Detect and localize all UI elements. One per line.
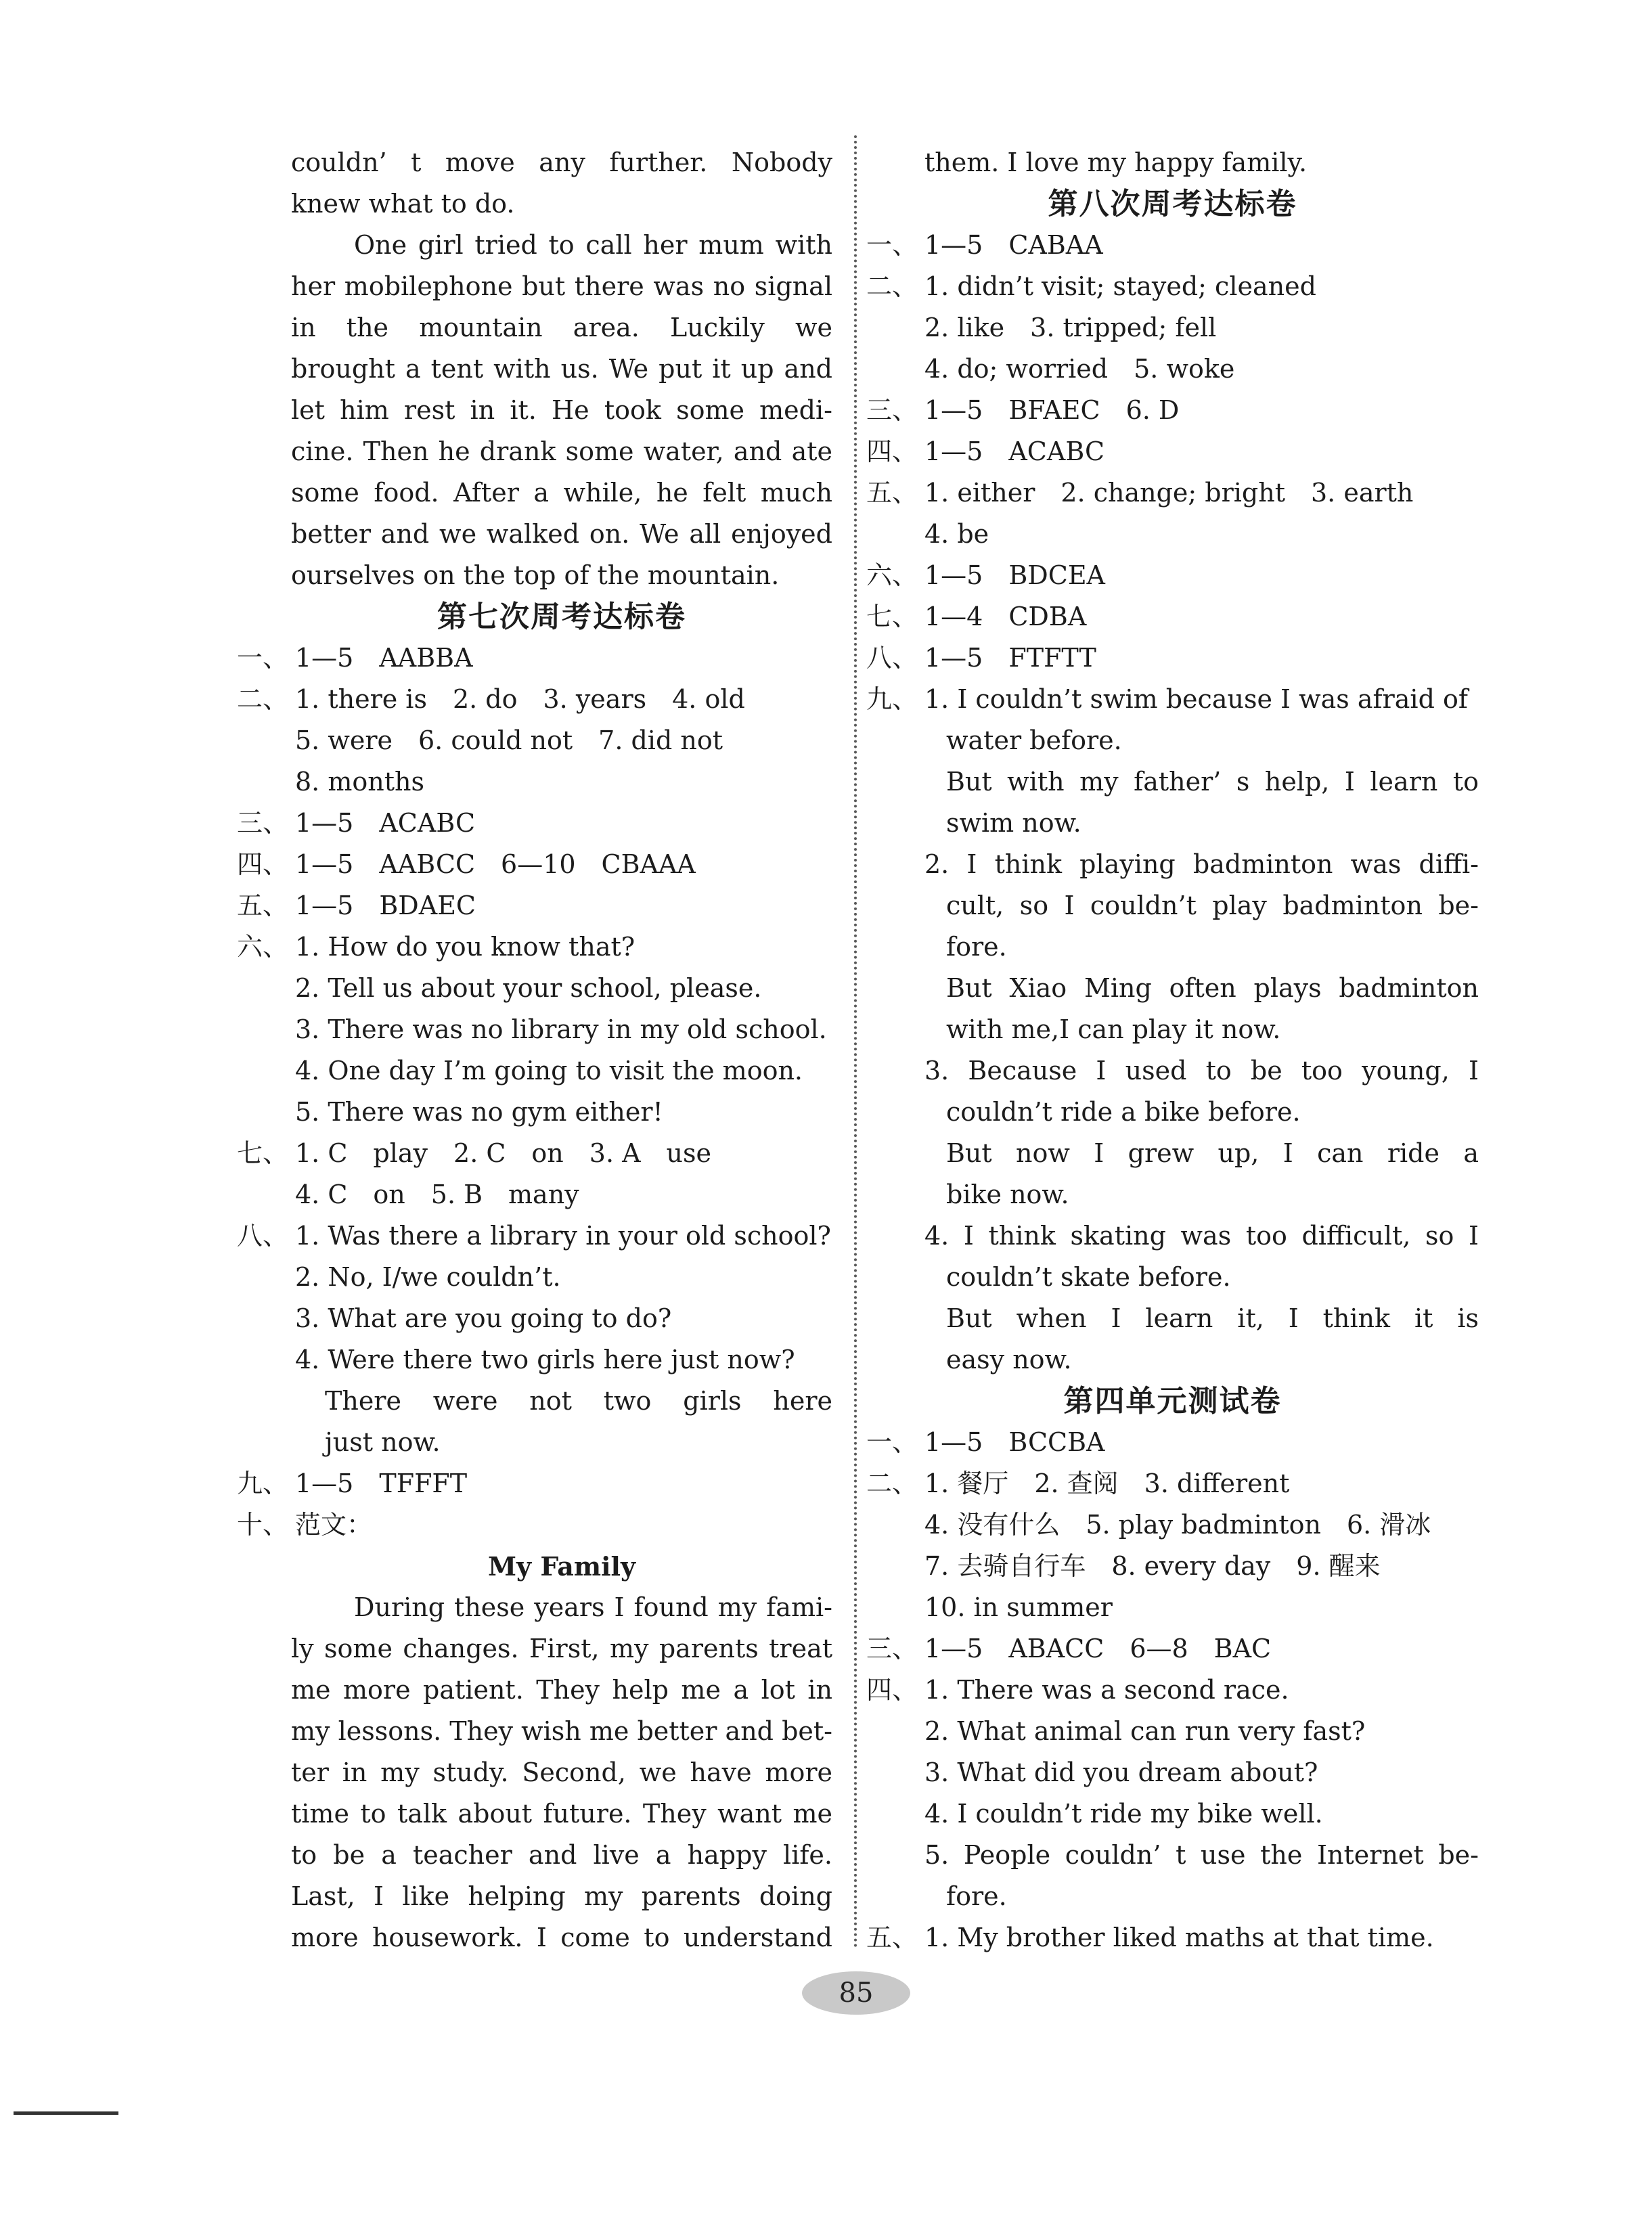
answer-row [237, 1463, 832, 1504]
section-number: 五、 [866, 1923, 918, 1952]
story-line: couldn’ t move any further. Nobody [291, 148, 832, 177]
section-number: 一、 [866, 1427, 918, 1457]
unit4-title: 第四单元测试卷 [1063, 1384, 1282, 1418]
answer-text: water before. [946, 725, 1122, 755]
answer-text: 1—5 ABACC 6—8 BAC [924, 1634, 1272, 1663]
section-number: 二、 [866, 1469, 918, 1498]
answer-text: 范文： [295, 1510, 373, 1540]
answer-text: 2. Tell us about your school, please. [295, 973, 762, 1003]
answer-text: swim now. [946, 808, 1081, 838]
answer-text: 1. there is 2. do 3. years 4. old [295, 684, 745, 714]
answer-row [866, 1917, 1479, 1959]
column-divider [854, 135, 857, 1949]
answer-text: couldn’t ride a bike before. [946, 1097, 1301, 1127]
essay-line: During these years I found my fami- [354, 1592, 832, 1622]
answer-row [237, 637, 832, 679]
answer-row [866, 596, 1479, 637]
answer-row [866, 390, 1479, 431]
answer-text: 1—5 BCCBA [924, 1427, 1105, 1457]
essay-line: ly some changes. First, my parents treat [291, 1634, 832, 1663]
answer-text: 1. There was a second race. [924, 1675, 1289, 1705]
answer-text: couldn’t skate before. [946, 1262, 1231, 1292]
answer-text: 1—5 BDAEC [295, 891, 476, 920]
answer-text: 1—5 AABCC 6—10 CBAAA [295, 849, 696, 879]
answer-text: 5. People couldn’ t use the Internet be- [924, 1840, 1479, 1870]
answer-text: 5. There was no gym either! [295, 1097, 663, 1127]
answer-text: with me,I can play it now. [946, 1014, 1281, 1044]
answer-text: 2. I think playing badminton was diffi- [924, 849, 1479, 879]
section-number: 四、 [866, 437, 918, 466]
section-number: 六、 [866, 560, 918, 590]
answer-text: 1. How do you know that? [295, 932, 635, 962]
answer-text: fore. [946, 1881, 1007, 1911]
answer-text: 2. No, I/we couldn’t. [295, 1262, 561, 1292]
answer-text: 3. There was no library in my old school. [295, 1014, 827, 1044]
essay-line: Last, I like helping my parents doing [291, 1881, 832, 1911]
story-line: ourselves on the top of the mountain. [291, 560, 780, 590]
answer-row [866, 1670, 1479, 1711]
answer-text: 4. I think skating was too difficult, so I [924, 1221, 1479, 1251]
answer-row [866, 1463, 1479, 1504]
answer-text: 4. I couldn’t ride my bike well. [924, 1799, 1323, 1829]
section-number: 三、 [237, 808, 289, 838]
essay-line: my lessons. They wish me better and bet- [291, 1716, 832, 1746]
essay-line: to be a teacher and live a happy life. [291, 1840, 832, 1870]
answer-text: But Xiao Ming often plays badminton [946, 973, 1479, 1003]
answer-row [237, 1215, 832, 1257]
answer-row [866, 637, 1479, 679]
answer-text: just now. [325, 1427, 441, 1457]
section-number: 七、 [237, 1138, 289, 1168]
answer-text: 1—5 CABAA [924, 230, 1103, 260]
answer-row [866, 1628, 1479, 1670]
answer-text: 1. 餐厅 2. 查阅 3. different [924, 1469, 1290, 1498]
answer-text: 4. 没有什么 5. play badminton 6. 滑冰 [924, 1510, 1431, 1540]
answer-row [237, 679, 832, 720]
answer-text: easy now. [946, 1345, 1072, 1374]
answer-text: 2. What animal can run very fast? [924, 1716, 1366, 1746]
corner-rule [14, 2111, 118, 2115]
section-number: 一、 [866, 230, 918, 260]
answer-text: cult, so I couldn’t play badminton be- [946, 891, 1479, 920]
story-line: let him rest in it. He took some medi- [291, 395, 832, 425]
answer-text: 3. What are you going to do? [295, 1303, 672, 1333]
answer-text: 4. be [924, 519, 989, 549]
test8-title: 第八次周考达标卷 [1048, 187, 1297, 221]
answer-text: 7. 去骑自行车 8. every day 9. 醒来 [924, 1551, 1381, 1581]
answer-row [237, 803, 832, 844]
section-number: 九、 [237, 1469, 289, 1498]
section-number: 八、 [866, 643, 918, 673]
answer-text: But now I grew up, I can ride a [946, 1138, 1479, 1168]
essay-title: My Family [487, 1551, 636, 1582]
section-number: 八、 [237, 1221, 289, 1251]
answer-row [237, 1504, 832, 1546]
section-number: 七、 [866, 602, 918, 631]
answer-text: 4. Were there two girls here just now? [295, 1345, 795, 1374]
essay-line: them. I love my happy family. [924, 148, 1308, 177]
answer-row [866, 431, 1479, 472]
answer-row [237, 844, 832, 885]
answer-text: 1. Was there a library in your old school? [295, 1221, 831, 1251]
left-column [237, 142, 832, 1959]
answer-row [866, 225, 1479, 266]
answer-text: 1. I couldn’t swim because I was afraid of [924, 684, 1468, 714]
answer-text: 5. were 6. could not 7. did not [295, 725, 723, 755]
answer-text: But with my father’ s help, I learn to [946, 767, 1479, 797]
answer-text: 1—5 ACABC [924, 437, 1105, 466]
answer-row [866, 679, 1479, 720]
story-line: better and we walked on. We all enjoyed [291, 519, 832, 549]
answer-text: 1. C play 2. C on 3. A use [295, 1138, 712, 1168]
section-number: 四、 [237, 849, 289, 879]
story-line: knew what to do. [291, 189, 515, 219]
answer-text: fore. [946, 932, 1007, 962]
answer-text: 1—5 BDCEA [924, 560, 1106, 590]
answer-row [866, 555, 1479, 596]
section-number: 十、 [237, 1510, 289, 1540]
section-number: 二、 [237, 684, 289, 714]
answer-text: 4. C on 5. B many [295, 1180, 579, 1209]
answer-row [866, 472, 1479, 514]
answer-row [237, 1133, 832, 1174]
right-column [866, 142, 1479, 1959]
answer-text: 1. didn’t visit; stayed; cleaned [924, 271, 1316, 301]
answer-text: 1—4 CDBA [924, 602, 1087, 631]
section-number: 九、 [866, 684, 918, 714]
story-line: in the mountain area. Luckily we [291, 313, 832, 342]
story-line: some food. After a while, he felt much [291, 478, 832, 508]
answer-text: 1—5 ACABC [295, 808, 476, 838]
answer-text: 2. like 3. tripped; fell [924, 313, 1217, 342]
story-line: cine. Then he drank some water, and ate [291, 437, 832, 466]
answer-text: There were not two girls here [325, 1386, 832, 1416]
test7-title: 第七次周考达标卷 [437, 600, 686, 634]
story-line: brought a tent with us. We put it up and [291, 354, 832, 384]
essay-line: ter in my study. Second, we have more [291, 1758, 832, 1787]
section-number: 三、 [866, 1634, 918, 1663]
answer-row [237, 885, 832, 926]
story-line: One girl tried to call her mum with [354, 230, 832, 260]
page-number: 85 [802, 1971, 910, 2015]
answer-text: 10. in summer [924, 1592, 1113, 1622]
answer-row [237, 926, 832, 968]
answer-text: 3. What did you dream about? [924, 1758, 1318, 1787]
section-number: 二、 [866, 271, 918, 301]
answer-text: 4. One day I’m going to visit the moon. [295, 1056, 803, 1086]
answer-row [866, 266, 1479, 307]
section-number: 五、 [237, 891, 289, 920]
answer-text: But when I learn it, I think it is [946, 1303, 1479, 1333]
essay-line: me more patient. They help me a lot in [291, 1675, 832, 1705]
story-line: her mobilephone but there was no signal [291, 271, 832, 301]
answer-text: 1. My brother liked maths at that time. [924, 1923, 1434, 1952]
answer-text: 1. either 2. change; bright 3. earth [924, 478, 1414, 508]
essay-line: time to talk about future. They want me [291, 1799, 832, 1829]
answer-text: 3. Because I used to be too young, I [924, 1056, 1479, 1086]
answer-text: 4. do; worried 5. woke [924, 354, 1235, 384]
essay-line: more housework. I come to understand [291, 1923, 832, 1952]
answer-row [866, 1422, 1479, 1463]
section-number: 一、 [237, 643, 289, 673]
answer-text: 1—5 BFAEC 6. D [924, 395, 1180, 425]
answer-text: 8. months [295, 767, 424, 797]
answer-text: 1—5 FTFTT [924, 643, 1096, 673]
section-number: 六、 [237, 932, 289, 962]
answer-text: bike now. [946, 1180, 1069, 1209]
section-number: 四、 [866, 1675, 918, 1705]
section-number: 五、 [866, 478, 918, 508]
section-number: 三、 [866, 395, 918, 425]
answer-text: 1—5 TFFFT [295, 1469, 468, 1498]
answer-text: 1—5 AABBA [295, 643, 473, 673]
